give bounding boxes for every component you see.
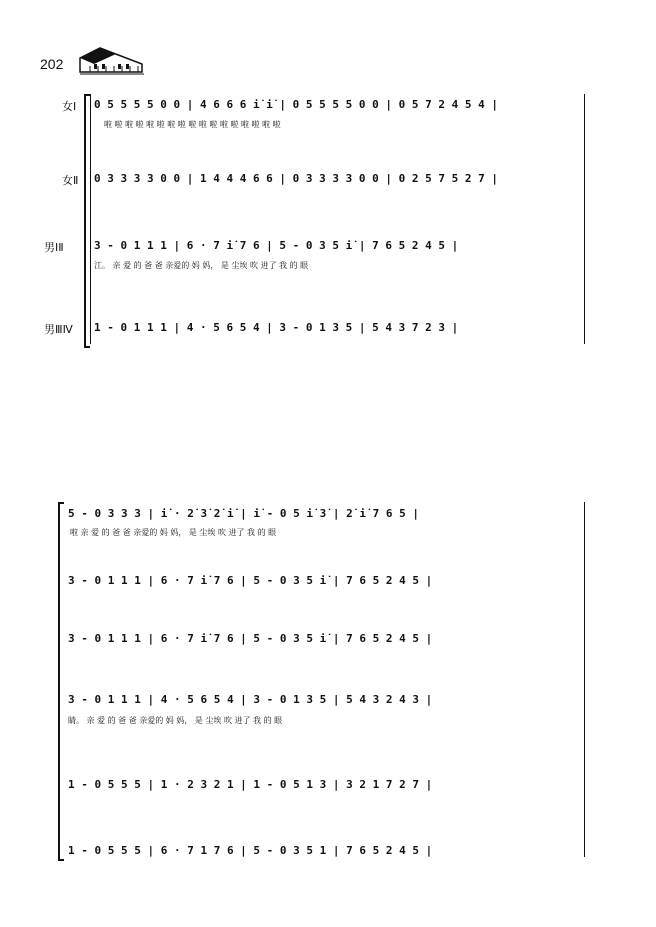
- notation-row: 1 - 0 5 5 5 | 1 · 2 3 2 1 | 1 - 0 5 1 3 | 3 2 1 7 2 7 |: [68, 778, 433, 791]
- notation-row: 3 - 0 1 1 1 | 6 · 7 i̇ 7 6 | 5 - 0 3 5 i̇ | 7 6 5 2 4 5 |: [68, 574, 433, 587]
- notation-row: 3 - 0 1 1 1 | 6 · 7 i̇ 7 6 | 5 - 0 3 5 i̇ | 7 6 5 2 4 5 |: [68, 632, 433, 645]
- notation-row: 1 - 0 5 5 5 | 6 · 7 1 7 6 | 5 - 0 3 5 1 | 7 6 5 2 4 5 |: [68, 844, 433, 857]
- notation-row: 0 5 5 5 5 0 0 | 4 6 6 6 i̇ i̇ | 0 5 5 5 5 0 0 | 0 5 7 2 4 5 4 |: [94, 98, 498, 111]
- lyrics-row: 睛。 亲 爱 的 爸 爸 亲爱的 妈 妈， 是 尘埃 吹 进了 我 的 眼: [68, 716, 283, 725]
- system-barline-end: [584, 502, 585, 857]
- part-label-female-2: 女Ⅱ: [62, 174, 79, 187]
- part-label-male-1-2: 男ⅠⅡ: [44, 241, 64, 254]
- lyrics-row: 啦 啦 啦 啦 啦 啦 啦 啦 啦 啦 啦 啦 啦 啦 啦 啦 啦: [104, 120, 281, 129]
- notation-row: 3 - 0 1 1 1 | 6 · 7 i̇ 7 6 | 5 - 0 3 5 i̇ | 7 6 5 2 4 5 |: [94, 239, 459, 252]
- part-label-female-1: 女Ⅰ: [62, 100, 77, 113]
- part-label-male-3-4: 男ⅢⅣ: [44, 323, 73, 336]
- notation-row: 0 3 3 3 3 0 0 | 1 4 4 4 6 6 | 0 3 3 3 3 0 0 | 0 2 5 7 5 2 7 |: [94, 172, 498, 185]
- system-bracket: [58, 502, 64, 861]
- notation-row: 1 - 0 1 1 1 | 4 · 5 6 5 4 | 3 - 0 1 3 5 | 5 4 3 7 2 3 |: [94, 321, 459, 334]
- notation-row: 3 - 0 1 1 1 | 4 · 5 6 5 4 | 3 - 0 1 3 5 | 5 4 3 2 4 3 |: [68, 693, 433, 706]
- notation-row: 5 - 0 3 3 3 | i̇ · 2̇ 3̇ 2̇ i̇ | i̇ - 0 5 i̇ 3̇ | 2̇ i̇ 7 6 5 |: [68, 507, 419, 520]
- lyrics-row: 江。 亲 爱 的 爸 爸 亲爱的 妈 妈， 是 尘埃 吹 进了 我 的 眼: [94, 261, 309, 270]
- lyrics-row: 啦 亲 爱 的 爸 爸 亲爱的 妈 妈， 是 尘埃 吹 进了 我 的 眼: [70, 528, 277, 537]
- page-number: 202: [40, 56, 64, 72]
